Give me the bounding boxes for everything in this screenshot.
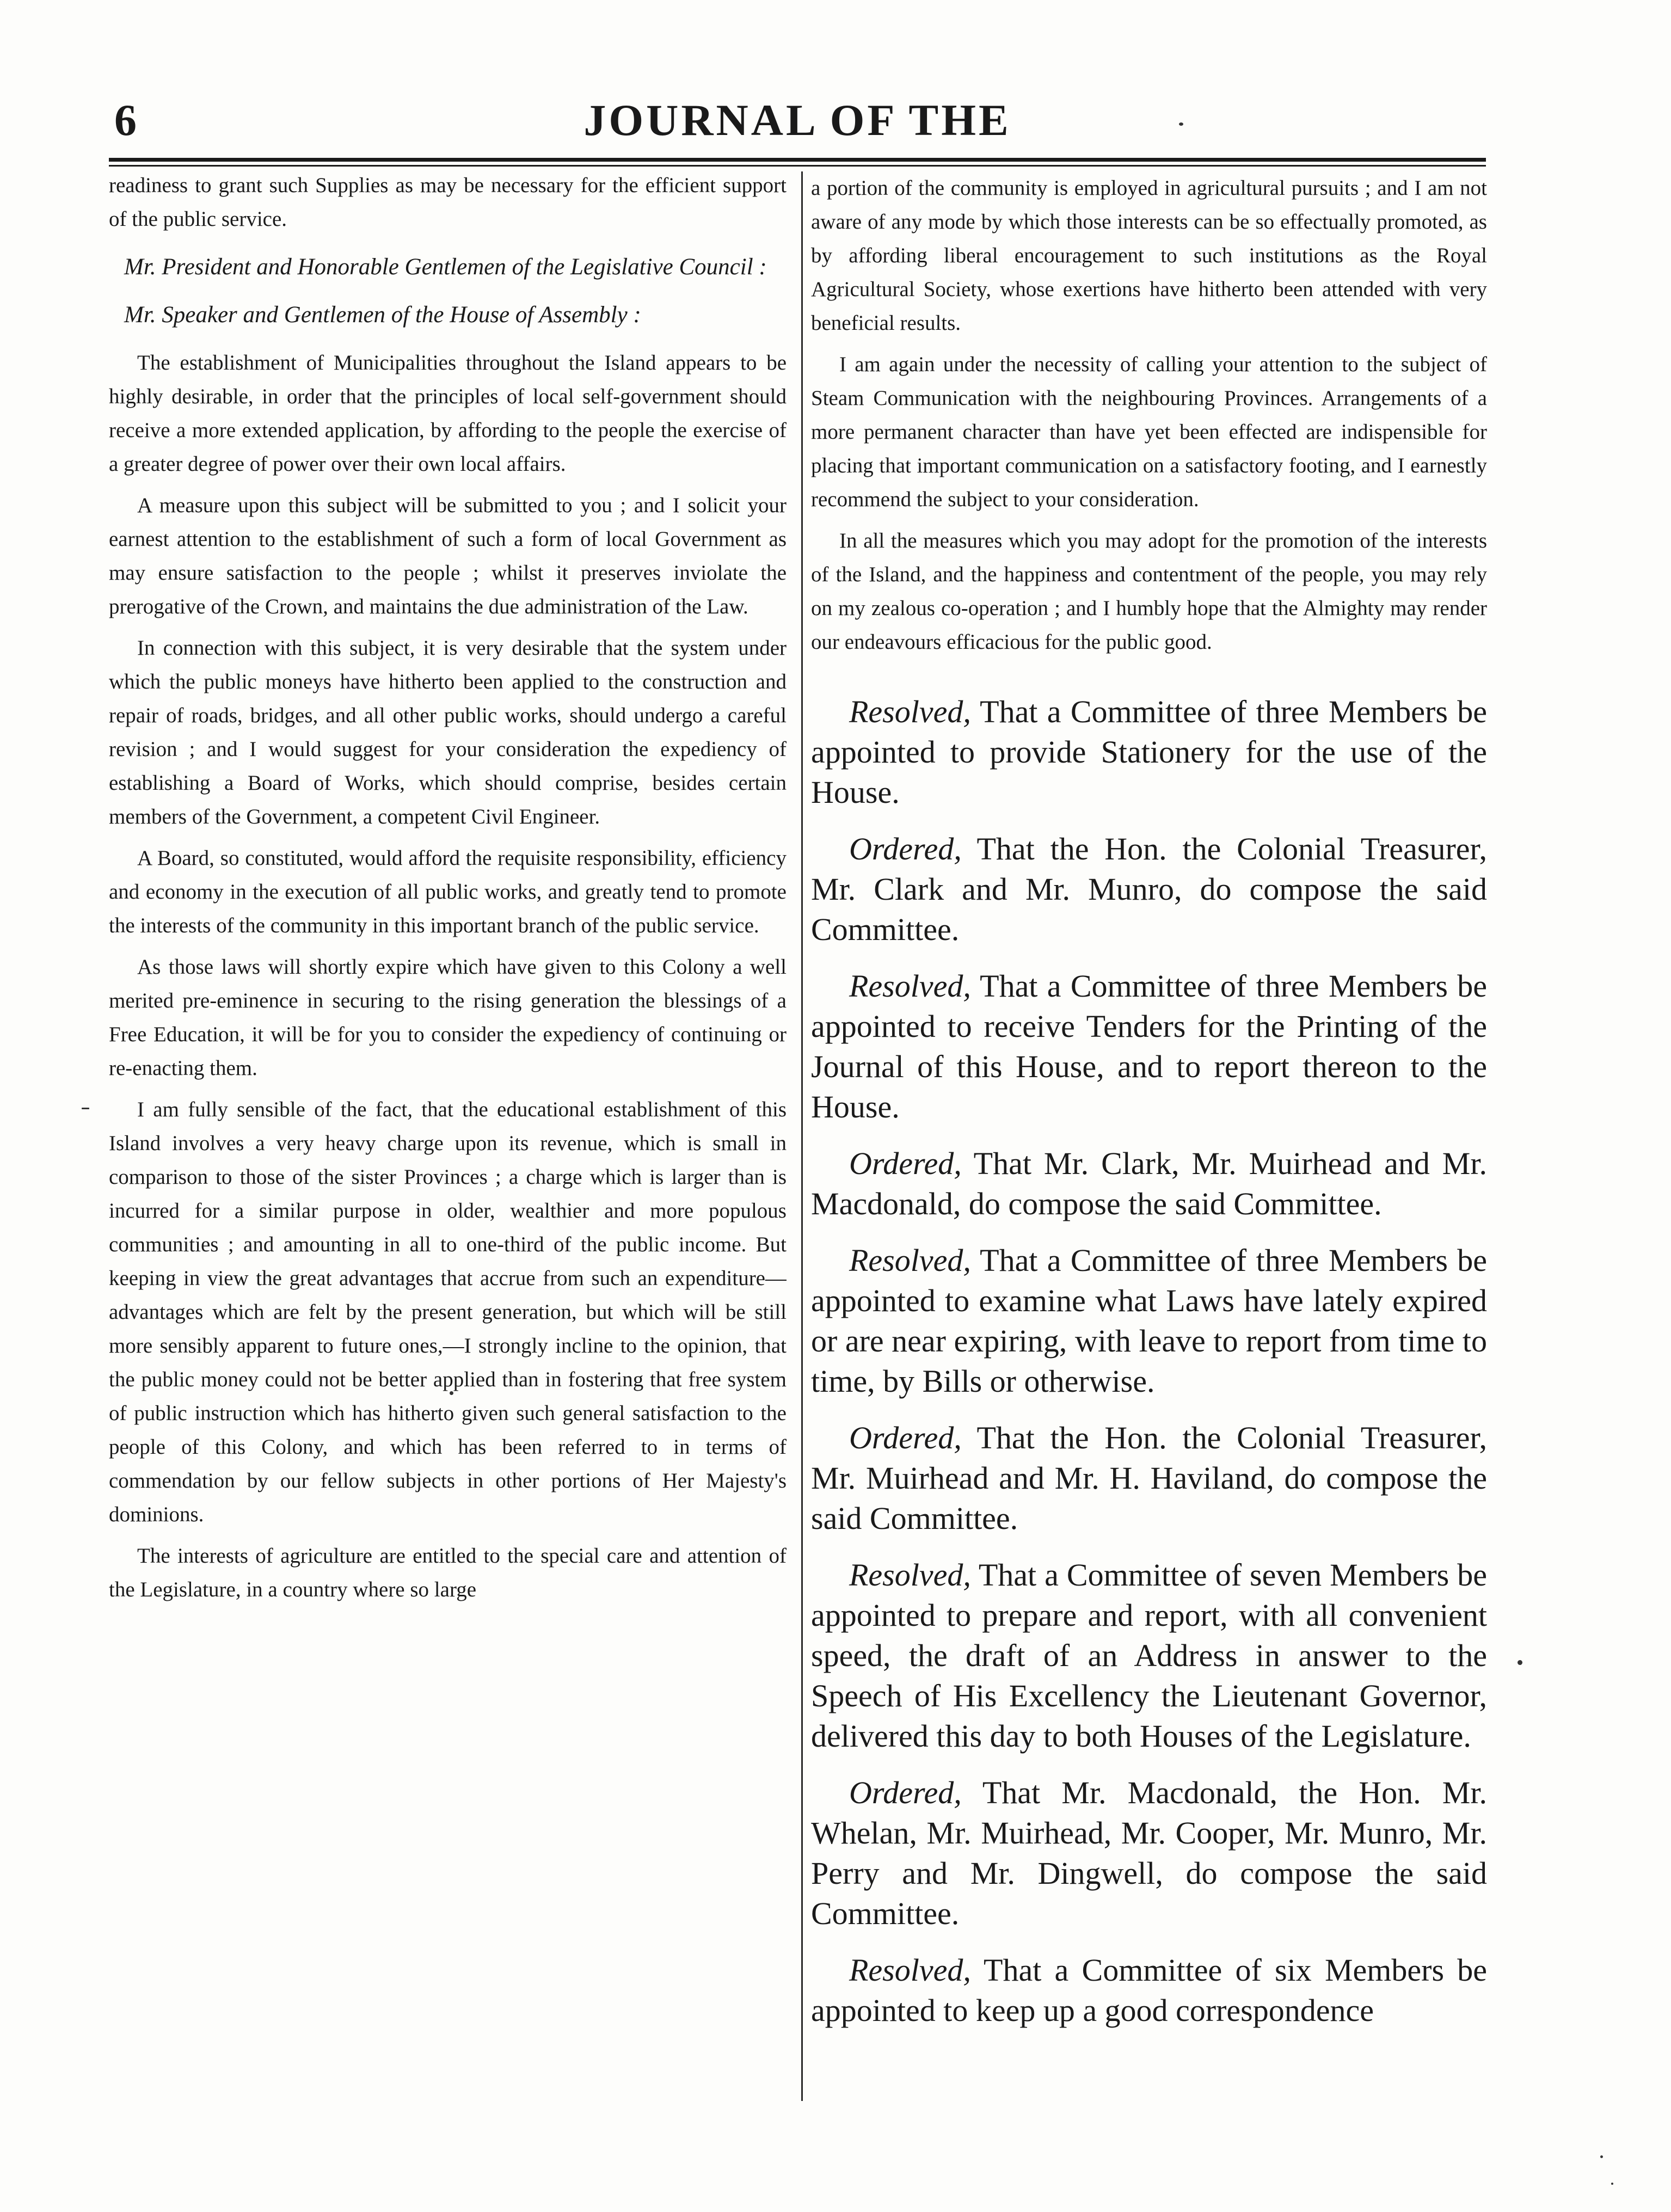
paragraph-educational-establishment: I am fully sensible of the fact, that the educational establishment of this Island involves a very heavy charge upon its revenue, which is small in comparison to those of the sister Provinces ; a charge which is larger than is incurred for a similar purpose in older, wealthier and more populous communities ; and amounting in all to one-third of the public income. But keeping in view the great advantages that accrue from such an expenditure—advantages which are felt by the present generation, but which will be still more sensibly apparent to future ones,—I strongly incline to the opinion, that the public money could not be better applied than in fostering that free system of public instruction which has hitherto given such general satisfaction to the people of this Colony, and which has been referred to in terms of commendation by our fellow subjects in other portions of Her Majesty's dominions. [109, 1098, 787, 1526]
order-printing-committee [811, 1144, 1487, 1224]
resolution-stationery [811, 692, 1487, 813]
order-text: That the Hon. the Colonial Treasurer, Mr. Muirhead and Mr. H. Haviland, do compose the said Committee. [811, 1420, 1487, 1536]
resolution-address [811, 1555, 1487, 1756]
resolution-text: That a Committee of three Members be appointed to receive Tenders for the Printing of the Journal of this House, and to report thereon to the House. [811, 968, 1487, 1125]
page-number: 6 [114, 95, 137, 145]
print-speck [1611, 2183, 1613, 2185]
print-speck [1600, 2155, 1603, 2158]
order-laws-committee [811, 1418, 1487, 1539]
paragraph-agriculture: The interests of agriculture are entitled to the special care and attention of the Legislature, in a country where so large [109, 1544, 787, 1601]
left-column [109, 169, 787, 2106]
paragraph-board-constituted: A Board, so constituted, would afford the requisite responsibility, efficiency and economy in the execution of all public works, and greatly tend to promote the interests of the community in this important branch of the public service. [109, 846, 787, 937]
resolution-text: That a Committee of seven Members be appointed to prepare and report, with all convenient speed, the draft of an Address in answer to the Speech of His Excellency the Lieutenant Governor, delivered this day to both Houses of the Legislature. [811, 1557, 1487, 1754]
print-speck [1179, 122, 1183, 126]
running-title: JOURNAL OF THE [583, 95, 1011, 145]
right-column [811, 171, 1487, 2109]
order-text: That Mr. Clark, Mr. Muirhead and Mr. Macdonald, do compose the said Committee. [811, 1146, 1487, 1221]
paragraph-municipalities: The establishment of Municipalities throughout the Island appears to be highly desirable, in order that the principles of local self-government should receive a more extended application, by affording to the people the exercise of a greater degree of power over their own local affairs. [109, 351, 787, 476]
paragraph-agricultural-society: a portion of the community is employed in agricultural pursuits ; and I am not aware of any mode by which those interests can be so effectually promoted, as by affording liberal encouragement to such institutions as the Royal Agricultural Society, whose exertions have hitherto been attended with very beneficial results. [811, 176, 1487, 335]
order-text: That Mr. Macdonald, the Hon. Mr. Whelan, Mr. Muirhead, Mr. Cooper, Mr. Munro, Mr. Perry and Mr. Dingwell, do compose the said Committee. [811, 1775, 1487, 1931]
order-lead: Ordered, [849, 1420, 962, 1455]
paragraph-free-education: As those laws will shortly expire which have given to this Colony a well merited pre-eminence in securing to the rising generation the blessings of a Free Education, it will be for you to consider the expediency of continuing or re-enacting them. [109, 955, 787, 1080]
address-house-of-assembly: Mr. Speaker and Gentlemen of the House of Assembly : [124, 302, 641, 328]
order-text: That the Hon. the Colonial Treasurer, Mr. Clark and Mr. Munro, do compose the said Committee. [811, 831, 1487, 947]
order-lead: Ordered, [849, 1146, 962, 1181]
resolution-text: That a Committee of three Members be appointed to provide Stationery for the use of the House. [811, 694, 1487, 810]
paragraph-local-government: A measure upon this subject will be submitted to you ; and I solicit your earnest attention to the establishment of such a form of local Government as may ensure satisfaction to the people ; whilst it preserves inviolate the prerogative of the Crown, and maintains the due administration of the Law. [109, 494, 787, 618]
resolution-lead: Resolved, [849, 1952, 971, 1988]
address-legislative-council: Mr. President and Honorable Gentlemen of the Legislative Council : [124, 254, 767, 280]
resolution-lead: Resolved, [849, 968, 971, 1004]
resolution-lead: Resolved, [849, 694, 971, 729]
print-speck [1518, 1660, 1522, 1665]
resolution-expired-laws [811, 1240, 1487, 1402]
order-address-committee [811, 1773, 1487, 1934]
print-speck [450, 1391, 453, 1395]
paragraph-closing: In all the measures which you may adopt for the promotion of the interests of the Island, and the happiness and contentment of the people, you may rely on my zealous co-operation ; and I humbly hope that the Almighty may render our endeavours efficacious for the public good. [811, 529, 1487, 654]
resolution-text: That a Committee of six Members be appointed to keep up a good correspondence [811, 1952, 1487, 2028]
resolution-printing [811, 966, 1487, 1127]
header-rule-thin [109, 165, 1486, 167]
resolution-text: That a Committee of three Members be appointed to examine what Laws have lately expired or are near expiring, with leave to report from time to time, by Bills or otherwise. [811, 1243, 1487, 1399]
paragraph-board-of-works: In connection with this subject, it is very desirable that the system under which the public moneys have hitherto been applied to the construction and repair of roads, bridges, and all other public works, should undergo a careful revision ; and I would suggest for your consideration the expediency of establishing a Board of Works, which should comprise, besides certain members of the Government, a competent Civil Engineer. [109, 636, 787, 828]
paragraph-steam-communication: I am again under the necessity of calling your attention to the subject of Steam Communication with the neighbouring Provinces. Arrangements of a more permanent character than have yet been effected are indispensible for placing that important communication on a satisfactory footing, and I earnestly recommend the subject to your consideration. [811, 353, 1487, 511]
paragraph-supplies: readiness to grant such Supplies as may be necessary for the efficient support of the public service. [109, 174, 787, 231]
order-lead: Ordered, [849, 1775, 962, 1810]
header-rule [109, 158, 1486, 162]
order-stationery-committee [811, 829, 1487, 950]
resolution-lead: Resolved, [849, 1557, 971, 1593]
print-speck [82, 1108, 89, 1109]
resolution-lead: Resolved, [849, 1243, 971, 1278]
resolution-correspondence [811, 1950, 1487, 2031]
order-lead: Ordered, [849, 831, 962, 867]
column-divider [801, 171, 803, 2101]
